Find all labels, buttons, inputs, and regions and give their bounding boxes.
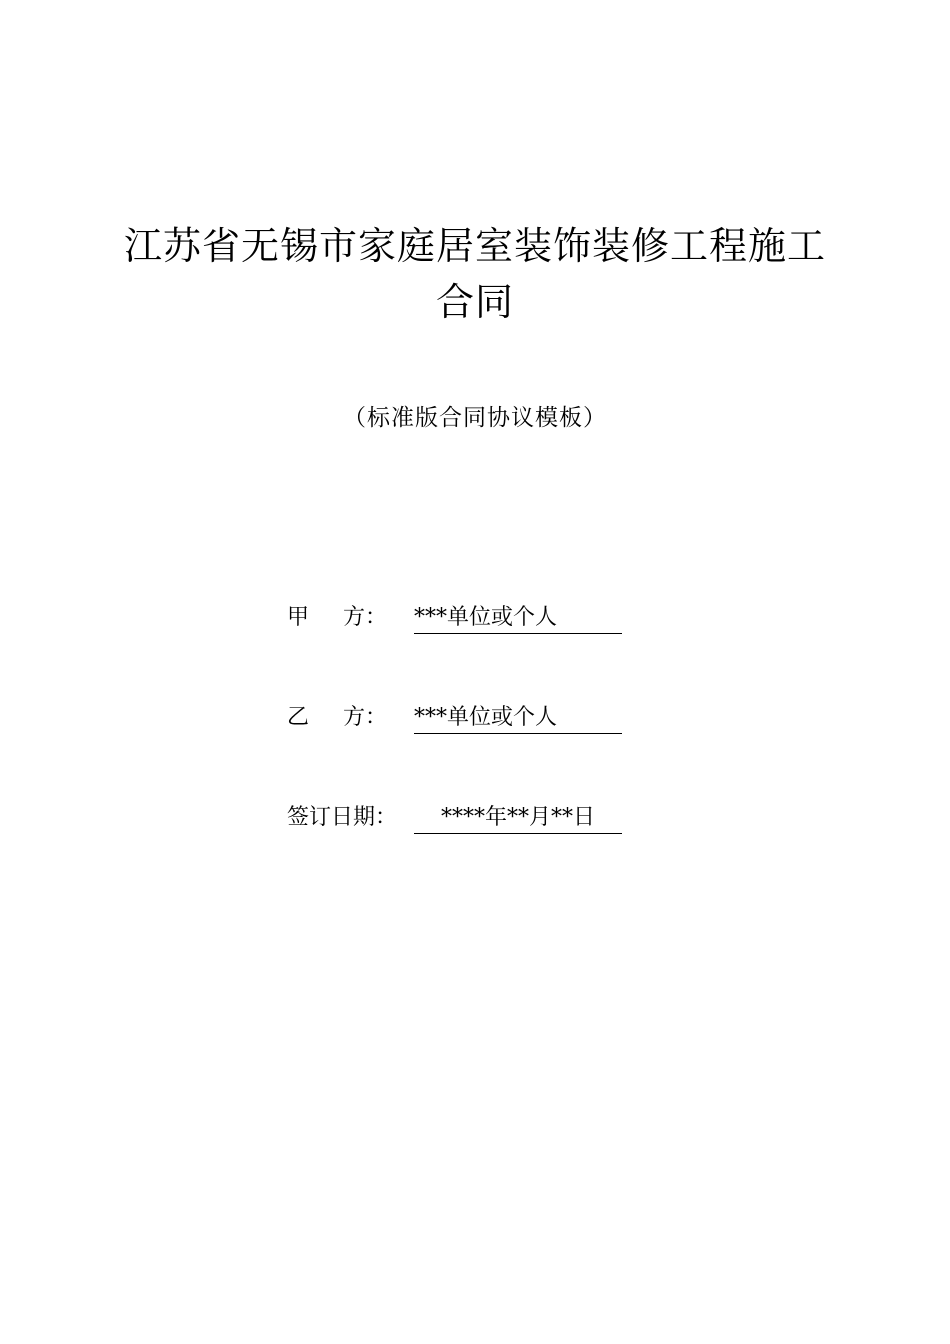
document-title — [0, 218, 950, 330]
sign-date-field — [287, 800, 622, 836]
party-a-value[interactable]: ***单位或个人 — [414, 603, 622, 634]
document-subtitle: （标准版合同协议模板） — [343, 405, 607, 431]
sign-date-label: 签订日期： — [287, 805, 398, 830]
party-b-label-suffix: 方： — [342, 705, 387, 730]
party-a-label — [287, 600, 387, 636]
title-line-1: 江苏省无锡市家庭居室装饰装修工程施工 — [123, 224, 826, 268]
party-b-label — [287, 700, 387, 736]
party-a-label-char: 甲 — [287, 605, 310, 630]
party-a-label-suffix: 方： — [342, 605, 387, 630]
party-b-value[interactable]: ***单位或个人 — [414, 703, 622, 734]
party-a-field — [287, 600, 622, 636]
party-b-field — [287, 700, 622, 736]
sign-date-value[interactable]: ****年**月**日 — [414, 803, 622, 834]
title-line-2: 合同 — [435, 280, 514, 324]
party-b-label-char: 乙 — [287, 705, 310, 730]
